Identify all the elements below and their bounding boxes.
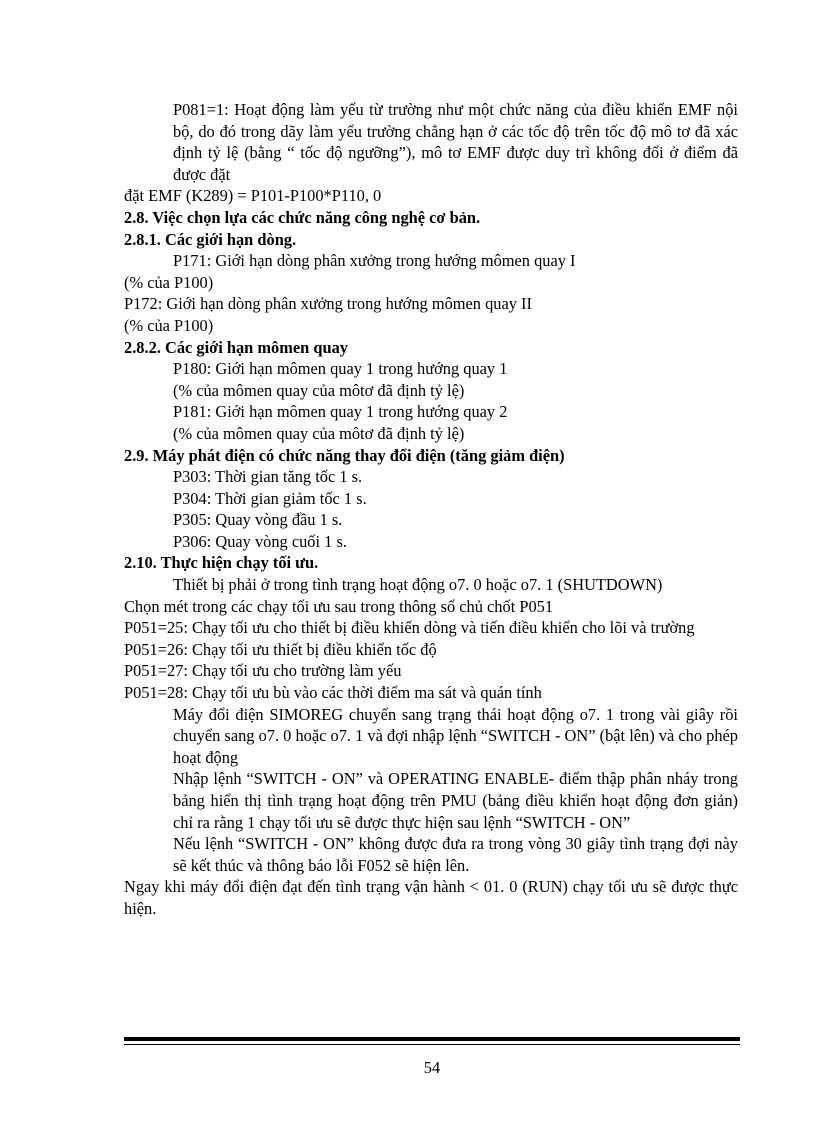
param-p172: P172: Giới hạn dòng phân xưởng trong hướng mômen quay II <box>124 294 532 314</box>
page-body <box>124 99 738 920</box>
paragraph-device-state: Thiết bị phải ở trong tình trạng hoạt động o7. 0 hoặc o7. 1 (SHUTDOWN) <box>173 575 663 595</box>
paragraph-run: Ngay khi máy đổi điện đạt đến tình trạng vận hành < 01. 0 (RUN) chạy tối ưu sẽ được thực hiện. <box>124 877 738 918</box>
paragraph-switch-on: Nhập lệnh “SWITCH - ON” và OPERATING ENABLE- điểm thập phân nháy trong bảng hiển thị tình trạng hoạt động trên PMU (bảng điều khiển hoạt động đơn giản) chỉ ra rằng 1 chạy tối ưu sẽ được thực hiện sau lệnh “SWITCH - ON” <box>173 769 738 832</box>
param-p303: P303: Thời gian tăng tốc 1 s. <box>173 467 363 487</box>
paragraph-timeout: Nếu lệnh “SWITCH - ON” không được đưa ra trong vòng 30 giây tình trạng đợi này sẽ kết thúc và thông báo lỗi F052 sẽ hiện lên. <box>173 834 738 875</box>
param-p171: P171: Giới hạn dòng phân xưởng trong hướng mômen quay I <box>173 251 576 271</box>
param-p171-unit: (% của P100) <box>124 272 214 292</box>
paragraph-p081: P081=1: Hoạt động làm yếu từ trường như một chức năng của điều khiển EMF nội bộ, do đó trong dãy làm yếu trường chẳng hạn ở các tốc độ trên tốc độ mô tơ đã xác định tỷ lệ (bằng “ tốc độ ngưỡng”), mô tơ EMF được duy trì không đổi ở điểm đã được đặt <box>173 100 738 184</box>
section-heading-2-9: 2.9. Máy phát điện có chức năng thay đổi điện (tăng giảm điện) <box>124 445 565 465</box>
section-heading-2-10: 2.10. Thực hiện chạy tối ưu. <box>124 553 319 573</box>
emf-formula-line: đặt EMF (K289) = P101-P100*P110, 0 <box>124 186 382 206</box>
param-p306: P306: Quay vòng cuối 1 s. <box>173 531 347 551</box>
param-p051-27: P051=27: Chạy tối ưu cho trường làm yếu <box>124 661 402 681</box>
choose-optimization-line: Chọn mét trong các chạy tối ưu sau trong thông số chủ chốt P051 <box>124 596 554 616</box>
footer-rule-thin <box>124 1044 740 1045</box>
param-p180: P180: Giới hạn mômen quay 1 trong hướng quay 1 <box>173 359 508 379</box>
param-p181-unit: (% của mômen quay của môtơ đã định tỷ lệ) <box>173 423 465 443</box>
section-heading-2-8-2: 2.8.2. Các giới hạn mômen quay <box>124 337 348 357</box>
paragraph-simoreg: Máy đổi điện SIMOREG chuyển sang trạng thái hoạt động o7. 1 trong vài giây rồi chuyển sang o7. 0 hoặc o7. 1 và đợi nhập lệnh “SWITCH - ON” (bật lên) và cho phép hoạt động <box>173 704 738 767</box>
param-p051-26: P051=26: Chạy tối ưu thiết bị điều khiển tốc độ <box>124 639 437 659</box>
param-p181: P181: Giới hạn mômen quay 1 trong hướng quay 2 <box>173 402 508 422</box>
param-p180-unit: (% của mômen quay của môtơ đã định tỷ lệ) <box>173 380 465 400</box>
footer-rule-thick <box>124 1037 740 1041</box>
section-heading-2-8-1: 2.8.1. Các giới hạn dòng. <box>124 229 297 249</box>
param-p172-unit: (% của P100) <box>124 315 214 335</box>
section-heading-2-8: 2.8. Việc chọn lựa các chức năng công nghệ cơ bản. <box>124 207 481 227</box>
param-p051-25: P051=25: Chạy tối ưu cho thiết bị điều khiển dòng và tiến điều khiển cho lõi và trường <box>124 618 695 638</box>
param-p304: P304: Thời gian giảm tốc 1 s. <box>173 488 367 508</box>
param-p305: P305: Quay vòng đầu 1 s. <box>173 510 343 530</box>
page-number: 54 <box>423 1058 441 1077</box>
param-p051-28: P051=28: Chạy tối ưu bù vào các thời điểm ma sát và quán tính <box>124 683 542 703</box>
